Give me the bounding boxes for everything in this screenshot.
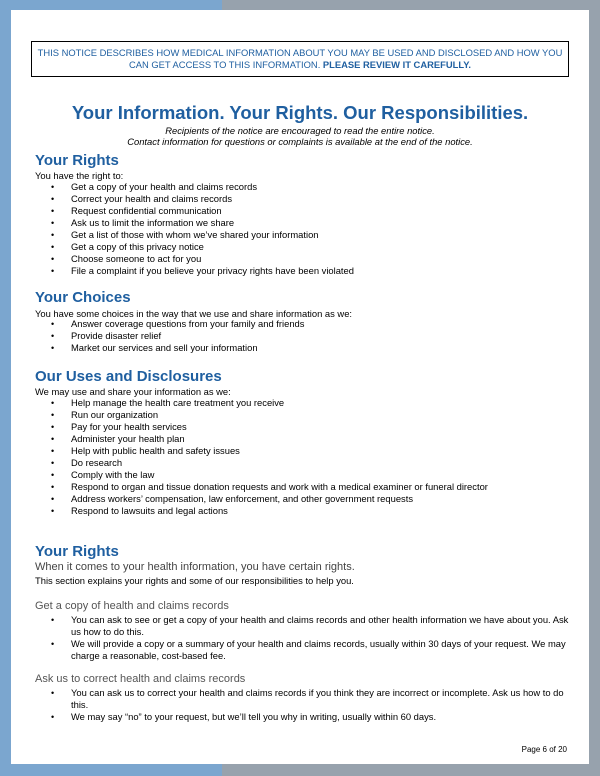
list-item: • You can ask to see or get a copy of your health and claims records and other health information we have about you. Ask us how to do this. xyxy=(35,614,575,638)
list-item: • Provide disaster relief xyxy=(35,330,575,342)
notice-box xyxy=(31,41,569,77)
list-item: • File a complaint if you believe your privacy rights have been violated xyxy=(35,265,575,277)
list-item: • Comply with the law xyxy=(35,469,575,481)
page-title: Your Information. Your Rights. Our Responsibilities. xyxy=(71,102,529,123)
list-item: • Pay for your health services xyxy=(35,421,575,433)
rights-detail-heading: Your Rights xyxy=(35,543,119,560)
copy-records-list xyxy=(35,614,575,662)
choices-list xyxy=(35,318,575,354)
choices-heading: Your Choices xyxy=(35,289,131,306)
list-item: • Address workers’ compensation, law enforcement, and other government requests xyxy=(35,493,575,505)
correct-records-heading: Ask us to correct health and claims records xyxy=(35,673,246,685)
uses-list xyxy=(35,397,575,517)
list-item: • You can ask us to correct your health and claims records if you think they are incorrect or incomplete. Ask us how to do this. xyxy=(35,687,575,711)
list-item: • Administer your health plan xyxy=(35,433,575,445)
rights-heading: Your Rights xyxy=(35,152,119,169)
rights-detail-subheading: When it comes to your health information, you have certain rights. xyxy=(35,561,355,573)
list-item: • Run our organization xyxy=(35,409,575,421)
list-item: • Ask us to limit the information we share xyxy=(35,217,575,229)
list-item: • Respond to lawsuits and legal actions xyxy=(35,505,575,517)
rights-list xyxy=(35,181,575,277)
rights-intro: You have the right to: xyxy=(35,170,124,181)
list-item: • Correct your health and claims records xyxy=(35,193,575,205)
list-item: • Do research xyxy=(35,457,575,469)
uses-heading: Our Uses and Disclosures xyxy=(35,368,222,385)
list-item: • Get a copy of your health and claims records xyxy=(35,181,575,193)
page-number: Page 6 of 20 xyxy=(521,745,567,754)
subtitle-line-1: Recipients of the notice are encouraged to read the entire notice. xyxy=(165,125,435,136)
list-item: • Help manage the health care treatment you receive xyxy=(35,397,575,409)
correct-records-list xyxy=(35,687,575,723)
list-item: • Get a list of those with whom we’ve shared your information xyxy=(35,229,575,241)
uses-intro: We may use and share your information as we: xyxy=(35,386,231,397)
choices-intro: You have some choices in the way that we use and share information as we: xyxy=(35,308,353,319)
list-item: • Answer coverage questions from your family and friends xyxy=(35,318,575,330)
copy-records-heading: Get a copy of health and claims records xyxy=(35,600,229,612)
list-item: • Get a copy of this privacy notice xyxy=(35,241,575,253)
list-item: • We will provide a copy or a summary of your health and claims records, usually within 30 days of your request. We may charge a reasonable, cost-based fee. xyxy=(35,638,575,662)
subtitle-line-2: Contact information for questions or complaints is available at the end of the notice. xyxy=(127,136,473,147)
document-page xyxy=(11,10,589,764)
list-item: • Respond to organ and tissue donation requests and work with a medical examiner or funeral director xyxy=(35,481,575,493)
list-item: • Help with public health and safety issues xyxy=(35,445,575,457)
notice-emphasis: PLEASE REVIEW IT CAREFULLY. xyxy=(322,59,472,70)
notice-text: THIS NOTICE DESCRIBES HOW MEDICAL INFORMATION ABOUT YOU MAY BE USED AND DISCLOSED AND HOW YOU CAN GET ACCESS TO THIS INFORMATION. xyxy=(37,47,563,70)
list-item: • Market our services and sell your information xyxy=(35,342,575,354)
list-item: • We may say “no” to your request, but we’ll tell you why in writing, usually within 60 days. xyxy=(35,711,575,723)
list-item: • Choose someone to act for you xyxy=(35,253,575,265)
list-item: • Request confidential communication xyxy=(35,205,575,217)
rights-detail-intro: This section explains your rights and some of our responsibilities to help you. xyxy=(35,575,354,586)
